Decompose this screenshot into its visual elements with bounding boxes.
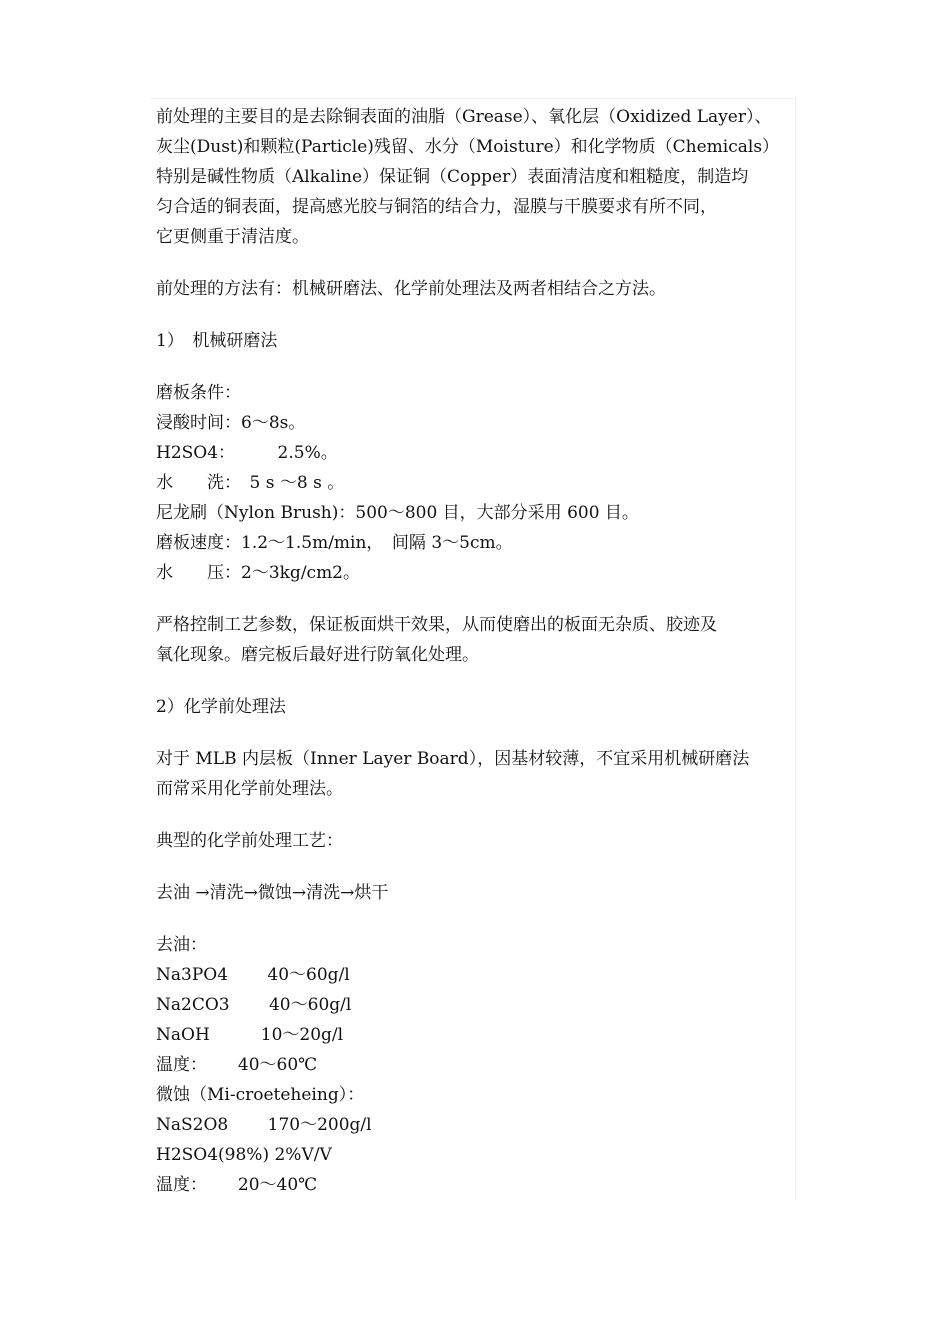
- microetch-item: 温度： 20～40℃: [156, 1175, 318, 1195]
- paragraph-gap: [156, 908, 795, 930]
- paragraph-gap: [156, 304, 795, 326]
- brushing-title: 磨板条件：: [156, 383, 241, 403]
- paragraph-gap: [156, 356, 795, 378]
- methods-paragraph: 前处理的方法有：机械研磨法、化学前处理法及两者相结合之方法。: [156, 279, 666, 299]
- intro-line: 匀合适的铜表面，提高感光胶与铜箔的结合力，湿膜与干膜要求有所不同，: [156, 197, 717, 217]
- intro-line: 灰尘(Dust)和颗粒(Particle)残留、水分（Moisture）和化学物质（Chemicals）: [156, 137, 780, 157]
- inner-layer-line: 而常采用化学前处理法。: [156, 779, 343, 799]
- control-line: 氧化现象。磨完板后最好进行防氧化处理。: [156, 645, 479, 665]
- process-flow: 去油 →清洗→微蚀→清洗→烘干: [156, 883, 389, 903]
- degrease-item: Na3PO4 40～60g/l: [156, 965, 350, 985]
- inner-layer-line: 对于 MLB 内层板（Inner Layer Board），因基材较薄，不宜采用机械研磨法: [156, 749, 750, 769]
- microetch-item: NaS2O8 170～200g/l: [156, 1115, 372, 1135]
- degrease-item: NaOH 10～20g/l: [156, 1025, 344, 1045]
- degrease-title: 去油：: [156, 935, 207, 955]
- paragraph-gap: [156, 670, 795, 692]
- typical-process-label: 典型的化学前处理工艺：: [156, 831, 343, 851]
- degrease-item: 温度： 40～60℃: [156, 1055, 318, 1075]
- brushing-item: 浸酸时间：6～8s。: [156, 413, 306, 433]
- brushing-item: 水 洗： 5 s ～8 s 。: [156, 473, 345, 493]
- microetch-title: 微蚀（Mi-croeteheing）：: [156, 1085, 365, 1105]
- degrease-item: Na2CO3 40～60g/l: [156, 995, 352, 1015]
- paragraph-gap: [156, 588, 795, 610]
- brushing-item: H2SO4： 2.5%。: [156, 443, 338, 463]
- brushing-item: 水 压：2～3kg/cm2。: [156, 563, 360, 583]
- brushing-item: 磨板速度：1.2～1.5m/min， 间隔 3～5cm。: [156, 533, 513, 553]
- paragraph-gap: [156, 856, 795, 878]
- brushing-conditions: [156, 378, 795, 588]
- intro-paragraph: [156, 102, 795, 252]
- intro-line: 它更侧重于清洁度。: [156, 227, 309, 247]
- section-heading-mechanical: 1） 机械研磨法: [156, 331, 278, 351]
- paragraph-gap: [156, 804, 795, 826]
- control-paragraph: [156, 610, 795, 670]
- control-line: 严格控制工艺参数，保证板面烘干效果，从而使磨出的板面无杂质、胶迹及: [156, 615, 717, 635]
- microetch-item: H2SO4(98%) 2%V/V: [156, 1145, 332, 1165]
- paragraph-gap: [156, 722, 795, 744]
- section-heading-chemical: 2）化学前处理法: [156, 697, 286, 717]
- intro-line: 特别是碱性物质（Alkaline）保证铜（Copper）表面清洁度和粗糙度，制造均: [156, 167, 749, 187]
- chemistry-list: [156, 930, 795, 1200]
- document-body: [150, 98, 796, 1198]
- paragraph-gap: [156, 252, 795, 274]
- inner-layer-paragraph: [156, 744, 795, 804]
- brushing-item: 尼龙刷（Nylon Brush)：500～800 目，大部分采用 600 目。: [156, 503, 639, 523]
- intro-line: 前处理的主要目的是去除铜表面的油脂（Grease）、氧化层（Oxidized Layer）、: [156, 107, 772, 127]
